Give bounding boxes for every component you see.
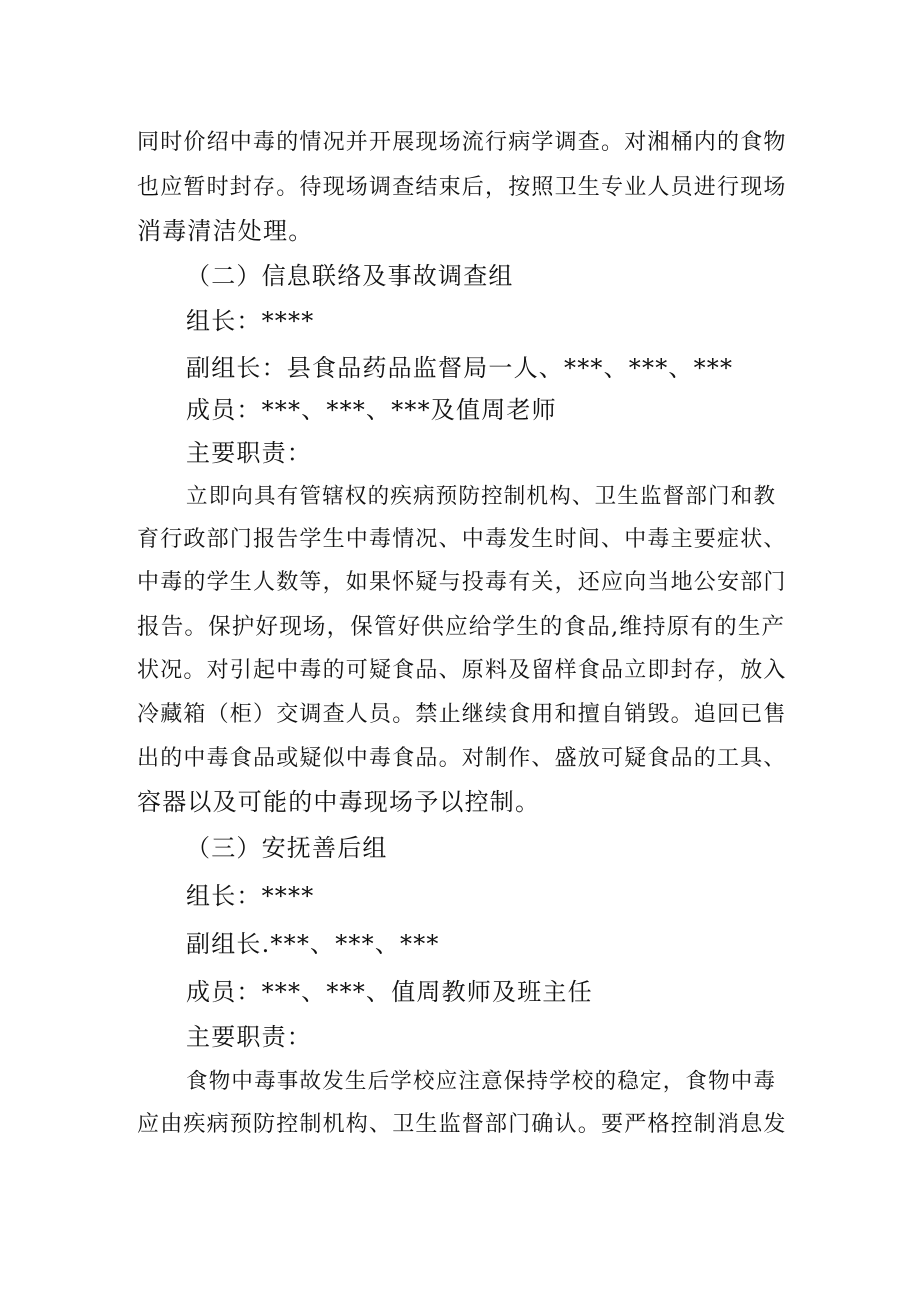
text-line: 食物中毒事故发生后学校应注意保持学校的稳定，食物中毒	[186, 1069, 777, 1094]
text-line: 同时价绍中毒的情况并开展现场流行病学调查。对湘桶内的食物	[137, 130, 787, 155]
text-line: 状况。对引起中毒的可疑食品、原料及留样食品立即封存，放入	[137, 658, 787, 683]
text-line: 容器以及可能的中毒现场予以控制。	[137, 788, 541, 816]
text-line: 应由疾病预防控制机构、卫生监督部门确认。要严格控制消息发	[137, 1112, 787, 1137]
section-heading: （二）信息联络及事故调查组	[186, 262, 514, 290]
text-line: 副组长.***、***、***	[186, 930, 440, 958]
text-line: 成员：***、***、***及值周老师	[186, 396, 557, 424]
text-line: 组长：****	[186, 882, 315, 910]
text-line: 立即向具有管辖权的疾病预防控制机构、卫生监督部门和教	[186, 484, 777, 509]
text-line: 育行政部门报告学生中毒情况、中毒发生时间、中毒主要症状、	[137, 527, 787, 552]
text-line: 组长：****	[186, 307, 315, 335]
text-line: 出的中毒食品或疑似中毒食品。对制作、盛放可疑食品的工具、	[137, 746, 787, 771]
text-line: 冷藏箱（柜）交调查人员。禁止继续食用和擅自销毁。追回已售	[137, 702, 787, 727]
text-line: 主要职责：	[186, 439, 312, 467]
text-line: 也应暂时封存。待现场调查结束后，按照卫生专业人员进行现场	[137, 175, 787, 200]
text-line: 成员：***、***、值周教师及班主任	[186, 978, 593, 1006]
section-heading: （三）安抚善后组	[186, 834, 388, 862]
text-line: 报告。保护好现场，保管好供应给学生的食品,维持原有的生产	[137, 614, 786, 640]
text-line: 主要职责：	[186, 1023, 312, 1051]
text-line: 消毒清洁处理。	[137, 217, 314, 245]
text-line: 副组长：县食品药品监督局一人、***、***、***	[186, 354, 734, 382]
text-line: 中毒的学生人数等，如果怀疑与投毒有关，还应向当地公安部门	[137, 570, 787, 595]
